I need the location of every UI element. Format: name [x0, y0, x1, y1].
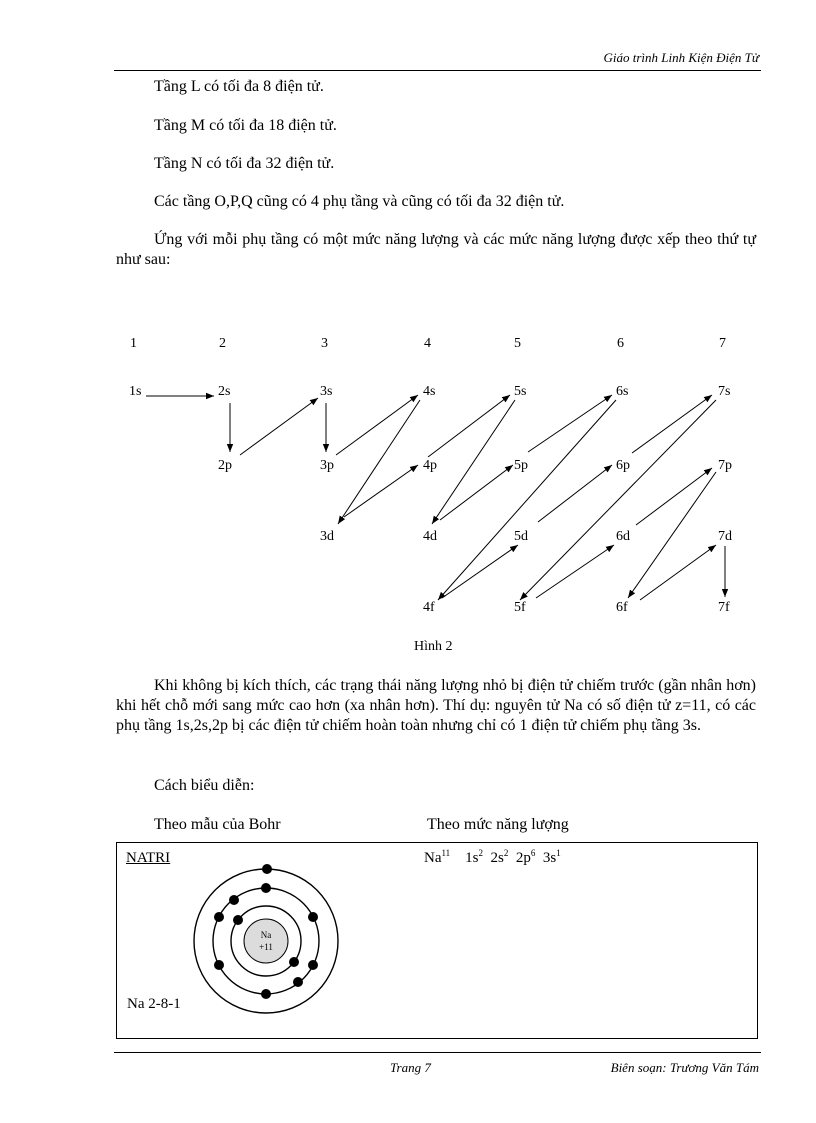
level-label: 4s — [423, 384, 436, 399]
config-term: 3s — [542, 850, 557, 866]
level-label: 6s — [616, 384, 629, 399]
level-label: 5p — [514, 458, 528, 473]
level-label: 7f — [718, 600, 730, 615]
element-name: NATRI — [126, 850, 171, 866]
level-label: 4p — [423, 458, 437, 473]
level-label: 3p — [320, 458, 334, 473]
electron — [233, 915, 243, 925]
level-label: 2s — [218, 384, 231, 399]
energy-heading: Theo mức năng lượng — [427, 816, 569, 833]
footer-rule — [114, 1052, 761, 1053]
electron — [289, 957, 299, 967]
page-number: Trang 7 — [390, 1060, 431, 1075]
level-label: 4f — [423, 600, 435, 615]
electron — [261, 989, 271, 999]
column-number: 6 — [617, 336, 624, 351]
paragraph: Tầng M có tối đa 18 điện tử. — [154, 117, 337, 134]
electron — [261, 883, 271, 893]
level-label: 2p — [218, 458, 232, 473]
paragraph: Khi không bị kích thích, các trạng thái năng lượng nhỏ bị điện tử chiếm trước (gần nhân hơn) khi hết chỗ mới sang mức cao hơn (xa nhân hơn). Thí dụ: nguyên tử Na có số điện tử z=11, có các phụ tầng 1s,2s,2p bị các điện tử chiếm hoàn toàn nhưng chỉ có 1 điện tử chiếm phụ tầng 3s. — [116, 677, 756, 734]
paragraph: Ứng với mỗi phụ tầng có một mức năng lượng và các mức năng lượng được xếp theo thứ tự như sau: — [116, 231, 756, 268]
config-term: 2s — [490, 850, 504, 866]
level-label: 6f — [616, 600, 628, 615]
config-term: 2p — [515, 850, 531, 866]
level-label: 6p — [616, 458, 630, 473]
electron — [214, 960, 224, 970]
column-number: 3 — [321, 336, 328, 351]
paragraph: Tầng N có tối đa 32 điện tử. — [154, 155, 335, 172]
paragraph: Tầng L có tối đa 8 điện tử. — [154, 78, 324, 95]
level-label: 7d — [718, 529, 732, 544]
page-header: Giáo trình Linh Kiện Điện Tử — [603, 50, 759, 65]
config-count: 2 — [478, 848, 484, 858]
config-term: 1s — [465, 850, 479, 866]
level-label: 5f — [514, 600, 526, 615]
column-number: 7 — [719, 336, 726, 351]
electron — [308, 960, 318, 970]
paragraph: Các tầng O,P,Q cũng có 4 phụ tầng và cũng có tối đa 32 điện tử. — [154, 193, 565, 210]
nucleus — [244, 919, 288, 963]
author-credit: Biên soạn: Trương Văn Tám — [610, 1060, 759, 1075]
level-label: 4d — [423, 529, 437, 544]
electron-configuration — [424, 848, 561, 867]
nucleus-symbol: Na — [260, 930, 272, 940]
electron — [308, 912, 318, 922]
level-label: 3s — [320, 384, 333, 399]
nucleus-charge: +11 — [259, 942, 273, 952]
level-label: 5d — [514, 529, 528, 544]
electron — [214, 912, 224, 922]
level-label: 1s — [129, 384, 142, 399]
config-z: 11 — [441, 848, 451, 858]
config-count: 2 — [503, 848, 509, 858]
shell-distribution: Na 2-8-1 — [127, 996, 181, 1012]
level-label: 3d — [320, 529, 334, 544]
paragraph: Cách biểu diễn: — [154, 777, 255, 794]
electron — [229, 895, 239, 905]
column-number: 1 — [130, 336, 137, 351]
level-label: 6d — [616, 529, 630, 544]
level-label: 7s — [718, 384, 731, 399]
config-count: 6 — [530, 848, 536, 858]
electron — [262, 864, 272, 874]
column-number: 5 — [514, 336, 521, 351]
electron — [293, 977, 303, 987]
column-number: 2 — [219, 336, 226, 351]
level-label: 7p — [718, 458, 732, 473]
config-count: 1 — [556, 848, 561, 858]
column-number: 4 — [424, 336, 431, 351]
bohr-heading: Theo mẫu của Bohr — [154, 816, 281, 833]
figure-caption: Hình 2 — [414, 639, 453, 654]
config-element: Na — [424, 850, 442, 866]
level-label: 5s — [514, 384, 527, 399]
